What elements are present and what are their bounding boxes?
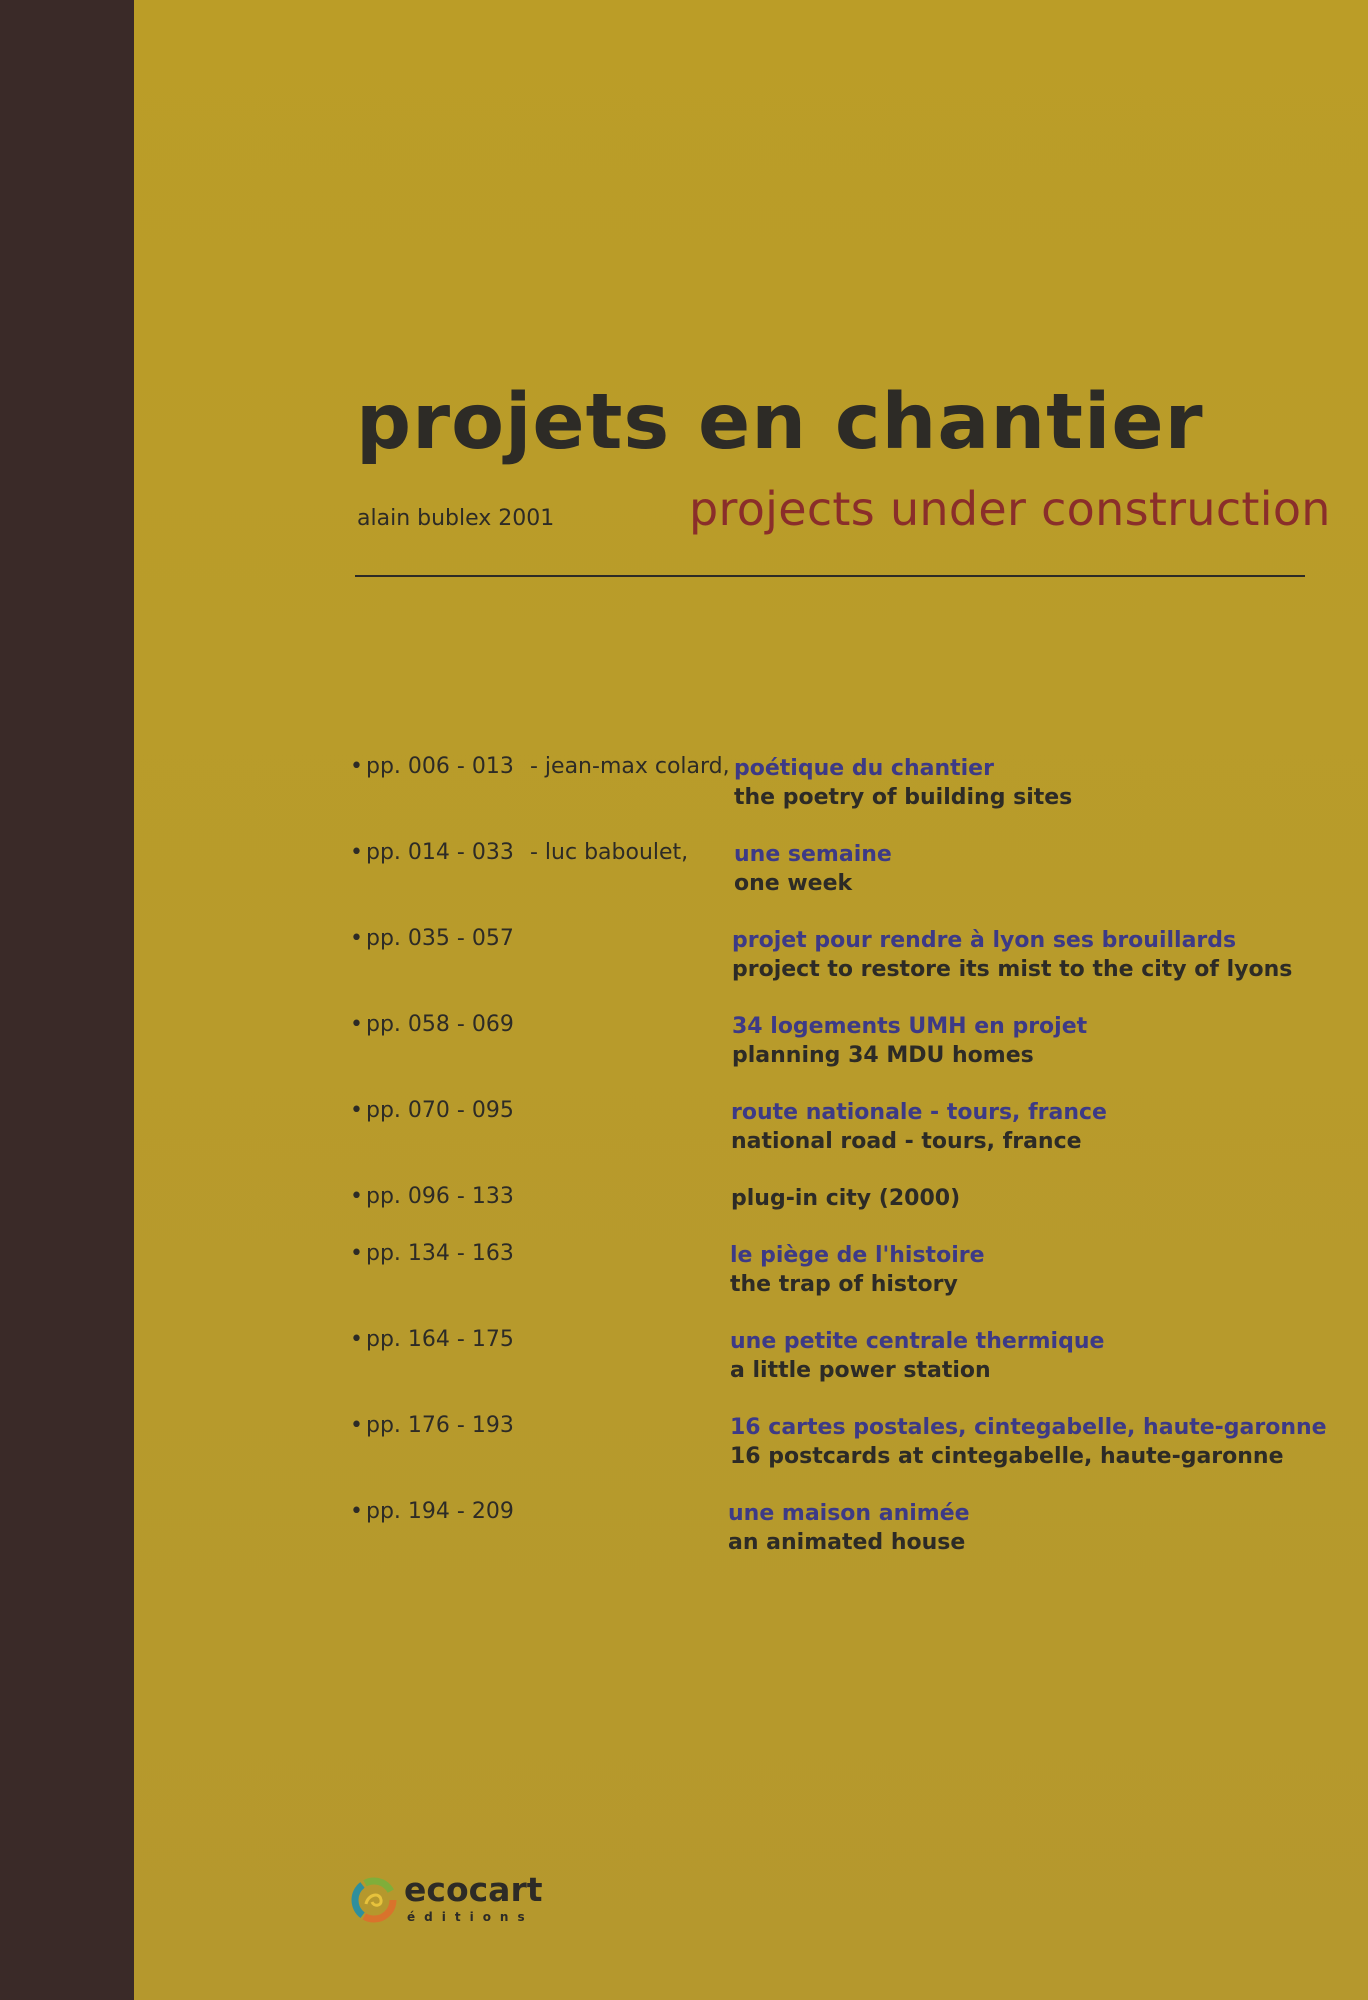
publisher-subtitle: éditions bbox=[407, 1910, 534, 1924]
toc-title-fr: projet pour rendre à lyon ses brouillards bbox=[732, 928, 1237, 953]
book-cover bbox=[134, 0, 1368, 2000]
book-subtitle: projects under construction bbox=[689, 482, 1331, 536]
toc-title-en: planning 34 MDU homes bbox=[732, 1043, 1034, 1068]
toc-pages: • pp. 006 - 013 bbox=[350, 754, 514, 779]
toc-title-fr: poétique du chantier bbox=[734, 756, 994, 781]
toc-title-en: national road - tours, france bbox=[731, 1129, 1082, 1154]
bullet-icon: • bbox=[350, 1413, 363, 1438]
toc-title-fr: 34 logements UMH en projet bbox=[732, 1014, 1088, 1039]
toc-pages: • pp. 035 - 057 bbox=[350, 926, 514, 951]
toc-author: - luc baboulet, bbox=[530, 840, 689, 865]
toc-pages: • pp. 014 - 033 bbox=[350, 840, 514, 865]
ecocart-logo-icon bbox=[350, 1876, 398, 1924]
publisher-name: ecocart bbox=[404, 1870, 543, 1909]
bullet-icon: • bbox=[350, 1327, 363, 1352]
toc-pages: • pp. 164 - 175 bbox=[350, 1327, 514, 1352]
bullet-icon: • bbox=[350, 1012, 363, 1037]
title-divider bbox=[355, 575, 1305, 577]
bullet-icon: • bbox=[350, 754, 363, 779]
toc-title-en: the poetry of building sites bbox=[734, 785, 1073, 810]
toc-title-fr: route nationale - tours, france bbox=[731, 1100, 1107, 1125]
toc-title-en: the trap of history bbox=[730, 1272, 958, 1297]
bullet-icon: • bbox=[350, 1098, 363, 1123]
toc-title-fr: le piège de l'histoire bbox=[730, 1243, 985, 1268]
toc-pages: • pp. 176 - 193 bbox=[350, 1413, 514, 1438]
toc-title-en: one week bbox=[734, 871, 853, 896]
toc-title-fr: une semaine bbox=[734, 842, 892, 867]
author-year: alain bublex 2001 bbox=[357, 506, 555, 531]
toc-pages: • pp. 134 - 163 bbox=[350, 1241, 514, 1266]
bullet-icon: • bbox=[350, 1184, 363, 1209]
bullet-icon: • bbox=[350, 840, 363, 865]
bullet-icon: • bbox=[350, 926, 363, 951]
toc-pages: • pp. 096 - 133 bbox=[350, 1184, 514, 1209]
toc-title-en: plug-in city (2000) bbox=[731, 1186, 961, 1211]
toc-pages: • pp. 070 - 095 bbox=[350, 1098, 514, 1123]
toc-title-fr: une petite centrale thermique bbox=[730, 1329, 1105, 1354]
book-title: projets en chantier bbox=[356, 378, 1204, 467]
toc-author: - jean-max colard, bbox=[530, 754, 730, 779]
toc-title-en: an animated house bbox=[728, 1530, 966, 1555]
bullet-icon: • bbox=[350, 1499, 363, 1524]
toc-title-fr: une maison animée bbox=[728, 1501, 970, 1526]
toc-title-en: 16 postcards at cintegabelle, haute-garonne bbox=[730, 1444, 1284, 1469]
publisher-logo bbox=[350, 1872, 600, 1934]
toc-title-fr: 16 cartes postales, cintegabelle, haute-garonne bbox=[730, 1415, 1327, 1440]
toc-title-en: project to restore its mist to the city of lyons bbox=[732, 957, 1293, 982]
book-spine bbox=[0, 0, 134, 2000]
toc-pages: • pp. 058 - 069 bbox=[350, 1012, 514, 1037]
bullet-icon: • bbox=[350, 1241, 363, 1266]
toc-title-en: a little power station bbox=[730, 1358, 991, 1383]
toc-pages: • pp. 194 - 209 bbox=[350, 1499, 514, 1524]
